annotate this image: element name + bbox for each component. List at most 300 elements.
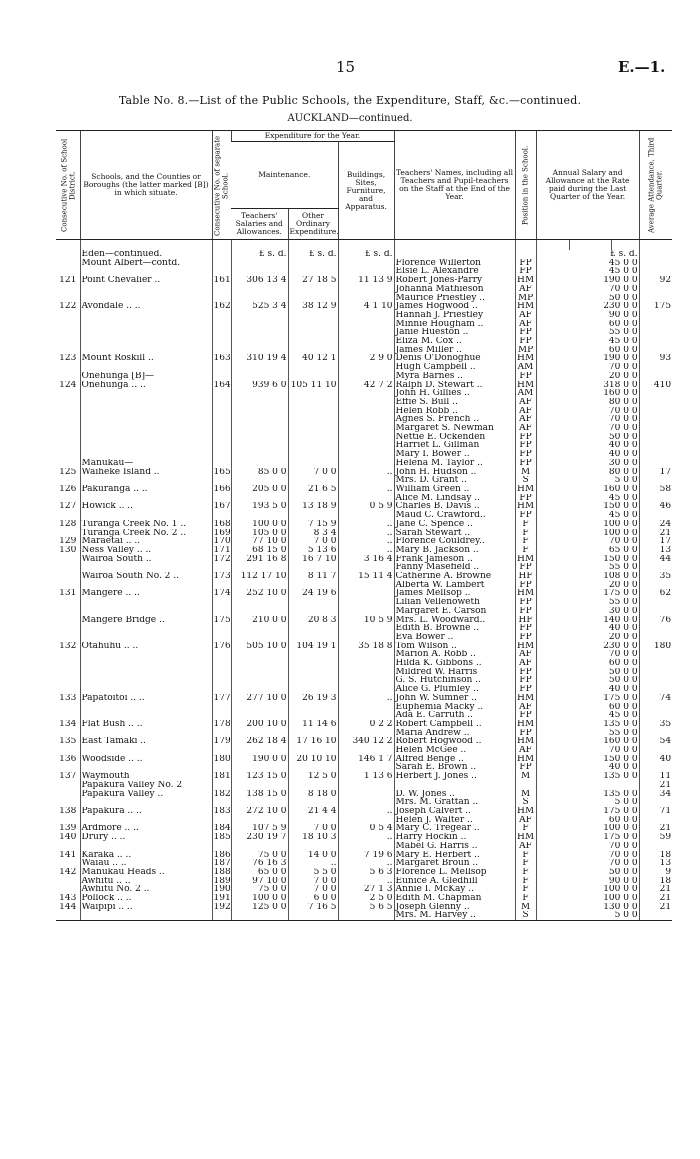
cell-salaries [231, 598, 288, 607]
cell-other: 27 18 5 [288, 276, 338, 285]
cell-salaries [231, 320, 288, 329]
cell-other: 5 5 0 [288, 868, 338, 877]
cell-district-no [56, 763, 80, 772]
page-number: 15 [336, 58, 356, 76]
cell-salaries [231, 294, 288, 303]
cell-teacher: Alberta W. Lambert [394, 581, 515, 590]
cell-salary: 60 0 0 [536, 816, 639, 825]
cell-teacher: Hannah J. Priestley [394, 311, 515, 320]
cell-attendance: 21 [639, 529, 672, 538]
cell-buildings [338, 267, 394, 276]
cell-school [80, 398, 212, 407]
cell-salary: 108 0 0 [536, 572, 639, 581]
cell-school: Otahuhu .. .. [80, 642, 212, 651]
table-row [56, 790, 672, 799]
cell-other [288, 494, 338, 503]
cell-attendance [639, 650, 672, 659]
table-body [56, 240, 672, 921]
cell-school-no: 177 [213, 693, 231, 703]
cell-district-no [56, 476, 80, 485]
cell-district-no: 126 [59, 484, 77, 494]
cell-buildings [338, 598, 394, 607]
cell-district-no: 130 [59, 545, 77, 555]
cell-teacher: Mary B. Jackson .. [394, 546, 515, 555]
cell-salary: 100 0 0 [536, 894, 639, 903]
cell-school-no: 171 [213, 545, 231, 555]
cell-district-no [56, 389, 80, 398]
cell-school: Drury .. .. [80, 833, 212, 842]
cell-position: M [515, 903, 536, 912]
cell-teacher: Herbert J. Jones .. [394, 772, 515, 781]
cell-salaries [231, 703, 288, 712]
table-row [56, 642, 672, 651]
cell-teacher: Johanna Mathieson [394, 285, 515, 294]
cell-buildings: 0 2 2 [338, 720, 394, 729]
header-teachers-names: Teachers' Names, including all Teachers and Pupil-teachers on the Staff at the End of the Year. [394, 131, 515, 240]
cell-salaries: 68 15 0 [231, 546, 288, 555]
cell-other [288, 729, 338, 738]
cell-other [288, 763, 338, 772]
cell-school-no [212, 633, 231, 642]
cell-district-no: 139 [59, 824, 77, 834]
cell-other [288, 711, 338, 720]
cell-salaries [231, 441, 288, 450]
cell-school: Wairoa South No. 2 .. [80, 572, 212, 581]
cell-buildings: .. [338, 877, 394, 886]
cell-salaries [231, 781, 288, 790]
cell-salaries [231, 407, 288, 416]
cell-other [288, 363, 338, 372]
cell-school: Avondale .. .. [80, 302, 212, 311]
cell-teacher: Effie S. Bull .. [394, 398, 515, 407]
table-row [56, 711, 672, 720]
cell-position: FP [515, 729, 536, 738]
cell-position: F [515, 546, 536, 555]
cell-buildings: .. [338, 694, 394, 703]
cell-salaries: 85 0 0 [231, 468, 288, 477]
header-attendance: Average Attendance, Third Quarter. [639, 131, 672, 240]
cell-salaries: 75 0 0 [231, 885, 288, 894]
cell-other: 8 18 0 [288, 790, 338, 799]
cell-salary: 90 0 0 [536, 877, 639, 886]
cell-attendance: 17 [639, 537, 672, 546]
cell-salaries: 76 16 3 [231, 859, 288, 868]
cell-position: FP [515, 459, 536, 468]
cell-other: 38 12 9 [288, 302, 338, 311]
cell-school [80, 711, 212, 720]
cell-teacher: Nettie E. Ockenden [394, 433, 515, 442]
table-row [56, 589, 672, 598]
cell-other: 7 16 5 [288, 903, 338, 912]
cell-attendance [639, 911, 672, 920]
cell-salary: 100 0 0 [536, 520, 639, 529]
cell-salary: 140 0 0 [536, 616, 639, 625]
cell-school-no [212, 659, 231, 668]
cell-salaries [231, 746, 288, 755]
cell-school-no [212, 816, 231, 825]
cell-other [288, 911, 338, 920]
cell-salaries: 125 0 0 [231, 903, 288, 912]
cell-salary: 40 0 0 [536, 624, 639, 633]
cell-attendance [639, 798, 672, 807]
cell-other: 8 11 7 [288, 572, 338, 581]
cell-district-no: 142 [59, 867, 77, 877]
cell-other: 17 16 10 [288, 737, 338, 746]
cell-position: AF [515, 415, 536, 424]
cell-position: F [515, 520, 536, 529]
cell-attendance: 21 [639, 885, 672, 894]
cell-position: S [515, 476, 536, 485]
cell-salaries: 190 0 0 [231, 755, 288, 764]
cell-attendance [639, 337, 672, 346]
cell-district-no [56, 816, 80, 825]
cell-district-no [56, 885, 80, 894]
cell-attendance [639, 407, 672, 416]
cell-district-no: 135 [59, 737, 77, 747]
cell-district-no [56, 424, 80, 433]
table-row [56, 302, 672, 311]
cell-school-no [212, 259, 231, 268]
cell-district-no [56, 372, 80, 381]
cell-school-no: 181 [213, 772, 231, 781]
cell-salaries: 505 10 0 [231, 642, 288, 651]
cell-attendance [639, 685, 672, 694]
table-row [56, 459, 672, 468]
table-row [56, 816, 672, 825]
cell-salary: 70 0 0 [536, 407, 639, 416]
cell-salaries: 193 5 0 [231, 502, 288, 511]
cell-salaries [231, 650, 288, 659]
cell-salaries [231, 581, 288, 590]
cell-school [80, 328, 212, 337]
cell-salary: 5 0 0 [536, 911, 639, 920]
cell-other [288, 311, 338, 320]
cell-buildings: 7 19 6 [338, 851, 394, 860]
cell-position: AM [515, 389, 536, 398]
cell-attendance [639, 398, 672, 407]
cell-salaries [231, 563, 288, 572]
cell-other [288, 685, 338, 694]
cell-salaries: £ s. d. [231, 250, 288, 259]
cell-buildings [338, 624, 394, 633]
cell-district-no [56, 555, 80, 564]
cell-district-no [56, 581, 80, 590]
cell-teacher: Harriet L. Gillman [394, 441, 515, 450]
cell-other: 14 0 0 [288, 851, 338, 860]
cell-salaries [231, 763, 288, 772]
table-row [56, 468, 672, 477]
cell-school-no [212, 328, 231, 337]
cell-school: Karaka .. .. [80, 851, 212, 860]
cell-salaries [231, 676, 288, 685]
cell-buildings: 0 5 9 [338, 502, 394, 511]
cell-attendance [639, 294, 672, 303]
cell-position: AF [515, 650, 536, 659]
cell-buildings [338, 589, 394, 598]
cell-school: Awhitu .. .. [80, 877, 212, 886]
cell-school: Papakura Valley .. [80, 790, 212, 799]
table-row [56, 755, 672, 764]
cell-district-no: 124 [59, 380, 77, 390]
cell-teacher: Mrs. D. Grant .. [394, 476, 515, 485]
cell-district-no [56, 616, 80, 625]
cell-school [80, 450, 212, 459]
cell-teacher: John H. Gillies .. [394, 389, 515, 398]
cell-school-no [212, 650, 231, 659]
cell-school-no: 179 [213, 737, 231, 747]
table-row [56, 381, 672, 390]
table-row [56, 694, 672, 703]
cell-attendance [639, 424, 672, 433]
table-row [56, 441, 672, 450]
cell-teacher: Agnes S. French .. [394, 415, 515, 424]
cell-district-no [56, 798, 80, 807]
cell-salary: 50 0 0 [536, 668, 639, 677]
cell-district-no [56, 415, 80, 424]
cell-school-no [212, 346, 231, 355]
cell-school-no: 190 [213, 885, 231, 895]
cell-school-no [212, 607, 231, 616]
cell-salaries [231, 259, 288, 268]
cell-position: AF [515, 659, 536, 668]
table-row [56, 529, 672, 538]
cell-teacher: Alice M. Lindsay .. [394, 494, 515, 503]
cell-salary: 150 0 0 [536, 502, 639, 511]
table-row [56, 720, 672, 729]
cell-salaries: 107 5 9 [231, 824, 288, 833]
header-position: Position in the School. [515, 131, 536, 240]
cell-position: FP [515, 433, 536, 442]
table-row [56, 346, 672, 355]
cell-attendance [639, 441, 672, 450]
cell-school [80, 703, 212, 712]
cell-other: 7 0 0 [288, 537, 338, 546]
cell-salaries [231, 816, 288, 825]
cell-school [80, 267, 212, 276]
cell-attendance [639, 668, 672, 677]
cell-school: Ardmore .. .. [80, 824, 212, 833]
cell-teacher: Margaret E. Carson [394, 607, 515, 616]
table-row [56, 415, 672, 424]
cell-salaries [231, 685, 288, 694]
table-row [56, 276, 672, 285]
cell-attendance: 93 [639, 354, 672, 363]
cell-school-no [212, 372, 231, 381]
cell-district-no: 125 [59, 467, 77, 477]
cell-position: FP [515, 337, 536, 346]
cell-teacher: Euphemia Macky .. [394, 703, 515, 712]
cell-teacher: Maud C. Crawford.. [394, 511, 515, 520]
cell-teacher: Elsie L. Alexandre [394, 267, 515, 276]
cell-other [288, 703, 338, 712]
cell-school-no [212, 685, 231, 694]
cell-other: 7 0 0 [288, 468, 338, 477]
cell-district-no: 123 [59, 354, 77, 364]
cell-attendance [639, 346, 672, 355]
cell-salaries [231, 415, 288, 424]
cell-position: HF [515, 616, 536, 625]
table-row [56, 859, 672, 868]
cell-teacher: G. S. Hutchinson .. [394, 676, 515, 685]
cell-position: HM [516, 589, 535, 599]
cell-school [80, 581, 212, 590]
cell-other: 7 0 0 [288, 877, 338, 886]
cell-salary: 70 0 0 [536, 415, 639, 424]
cell-other [288, 650, 338, 659]
cell-other [288, 676, 338, 685]
cell-school [80, 607, 212, 616]
cell-salary: 20 0 0 [536, 581, 639, 590]
cell-salaries [231, 624, 288, 633]
cell-attendance: 40 [639, 755, 672, 764]
table-row [56, 729, 672, 738]
table-row [56, 485, 672, 494]
cell-attendance: 35 [639, 720, 672, 729]
table-row [56, 511, 672, 520]
cell-teacher: Mrs. M. Grattan .. [394, 798, 515, 807]
cell-other [288, 659, 338, 668]
cell-other [288, 476, 338, 485]
cell-buildings: 1 13 6 [338, 772, 394, 781]
cell-teacher: William Green .. [394, 485, 515, 494]
cell-buildings [338, 459, 394, 468]
table-row [56, 537, 672, 546]
table-row [56, 737, 672, 746]
cell-position: AF [515, 285, 536, 294]
cell-salary: 50 0 0 [536, 294, 639, 303]
cell-position: AF [515, 311, 536, 320]
cell-buildings [338, 511, 394, 520]
cell-buildings: 4 1 10 [338, 302, 394, 311]
cell-teacher: Edith M. Chapman [394, 894, 515, 903]
table-row [56, 424, 672, 433]
cell-salaries [231, 633, 288, 642]
cell-buildings: .. [338, 529, 394, 538]
cell-attendance: 21 [639, 894, 672, 903]
cell-other [288, 407, 338, 416]
cell-district-no: 129 [59, 537, 77, 546]
cell-attendance [639, 763, 672, 772]
cell-school-no: 170 [213, 537, 231, 546]
cell-buildings: .. [338, 833, 394, 842]
cell-teacher: Harry Hockin .. [394, 833, 515, 842]
table-row [56, 581, 672, 590]
cell-salary: 150 0 0 [536, 555, 639, 564]
cell-district-no [56, 703, 80, 712]
table-row [56, 572, 672, 581]
cell-salary: 60 0 0 [536, 346, 639, 355]
table-row [56, 607, 672, 616]
cell-other [288, 511, 338, 520]
cell-district-no [56, 877, 80, 886]
cell-position: AF [515, 398, 536, 407]
cell-district-no [56, 337, 80, 346]
cell-teacher: Hilda K. Gibbons .. [394, 659, 515, 668]
cell-school [80, 363, 212, 372]
cell-school [80, 676, 212, 685]
cell-school-no [212, 729, 231, 738]
cell-other [288, 842, 338, 851]
table-row [56, 250, 672, 259]
cell-school: Ness Valley .. .. [80, 546, 212, 555]
cell-school-no [212, 476, 231, 485]
cell-school: Awhitu No. 2 .. [80, 885, 212, 894]
cell-school: Onehunga .. .. [80, 381, 212, 390]
cell-buildings: 146 1 7 [338, 755, 394, 764]
cell-attendance: 21 [639, 824, 672, 833]
cell-position: FP [515, 441, 536, 450]
cell-school [80, 494, 212, 503]
cell-other: 7 0 0 [288, 824, 338, 833]
cell-buildings [338, 259, 394, 268]
cell-buildings [338, 441, 394, 450]
cell-position: AF [515, 320, 536, 329]
cell-attendance: 58 [639, 485, 672, 494]
cell-buildings [338, 494, 394, 503]
table-row [56, 320, 672, 329]
cell-buildings: £ s. d. [338, 250, 394, 259]
cell-other: 24 19 6 [288, 589, 338, 598]
cell-district-no: 131 [59, 589, 77, 599]
cell-salary: 160 0 0 [536, 485, 639, 494]
cell-salary: 45 0 0 [536, 711, 639, 720]
cell-buildings [338, 746, 394, 755]
cell-school [80, 911, 212, 920]
cell-attendance: 46 [639, 502, 672, 511]
cell-buildings: 15 11 4 [338, 572, 394, 581]
cell-salary: 55 0 0 [536, 328, 639, 337]
cell-teacher: James Mellsop .. [394, 589, 515, 598]
cell-school: Papakura .. .. [80, 807, 212, 816]
cell-salaries [231, 267, 288, 276]
cell-salaries: 252 10 0 [231, 589, 288, 598]
cell-position: HM [516, 807, 535, 816]
cell-position: F [515, 537, 536, 546]
cell-district-no: 128 [59, 519, 77, 529]
cell-district-no [56, 494, 80, 503]
document-code: E.—1. [618, 58, 666, 76]
cell-school: Howick .. .. [80, 502, 212, 511]
cell-teacher: Mrs. M. Harvey .. [394, 911, 515, 920]
cell-school-no [212, 441, 231, 450]
cell-district-no [56, 659, 80, 668]
cell-school [80, 441, 212, 450]
cell-school-no [212, 267, 231, 276]
cell-school-no [212, 563, 231, 572]
cell-district-no: 137 [59, 772, 77, 781]
cell-salaries [231, 424, 288, 433]
cell-salaries [231, 337, 288, 346]
cell-school-no: 178 [213, 719, 231, 729]
header-teachers-salaries: Teachers' Salaries and Allowances. [231, 209, 288, 240]
cell-salary: 45 0 0 [536, 259, 639, 268]
cell-salary: 55 0 0 [536, 598, 639, 607]
cell-salaries: 306 13 4 [231, 276, 288, 285]
cell-school: Eden—continued. [80, 250, 212, 259]
cell-school: Waiheke Island .. [80, 468, 212, 477]
table-row [56, 546, 672, 555]
cell-position: MP [515, 294, 536, 303]
cell-position: M [515, 772, 536, 781]
cell-salary: 130 0 0 [536, 903, 639, 912]
cell-teacher: Catherine A. Browne [394, 572, 515, 581]
cell-attendance: 18 [639, 851, 672, 860]
cell-other: 21 4 4 [288, 807, 338, 816]
cell-salary: 160 0 0 [536, 389, 639, 398]
cell-teacher [394, 250, 515, 259]
cell-school-no [212, 703, 231, 712]
cell-buildings [338, 346, 394, 355]
